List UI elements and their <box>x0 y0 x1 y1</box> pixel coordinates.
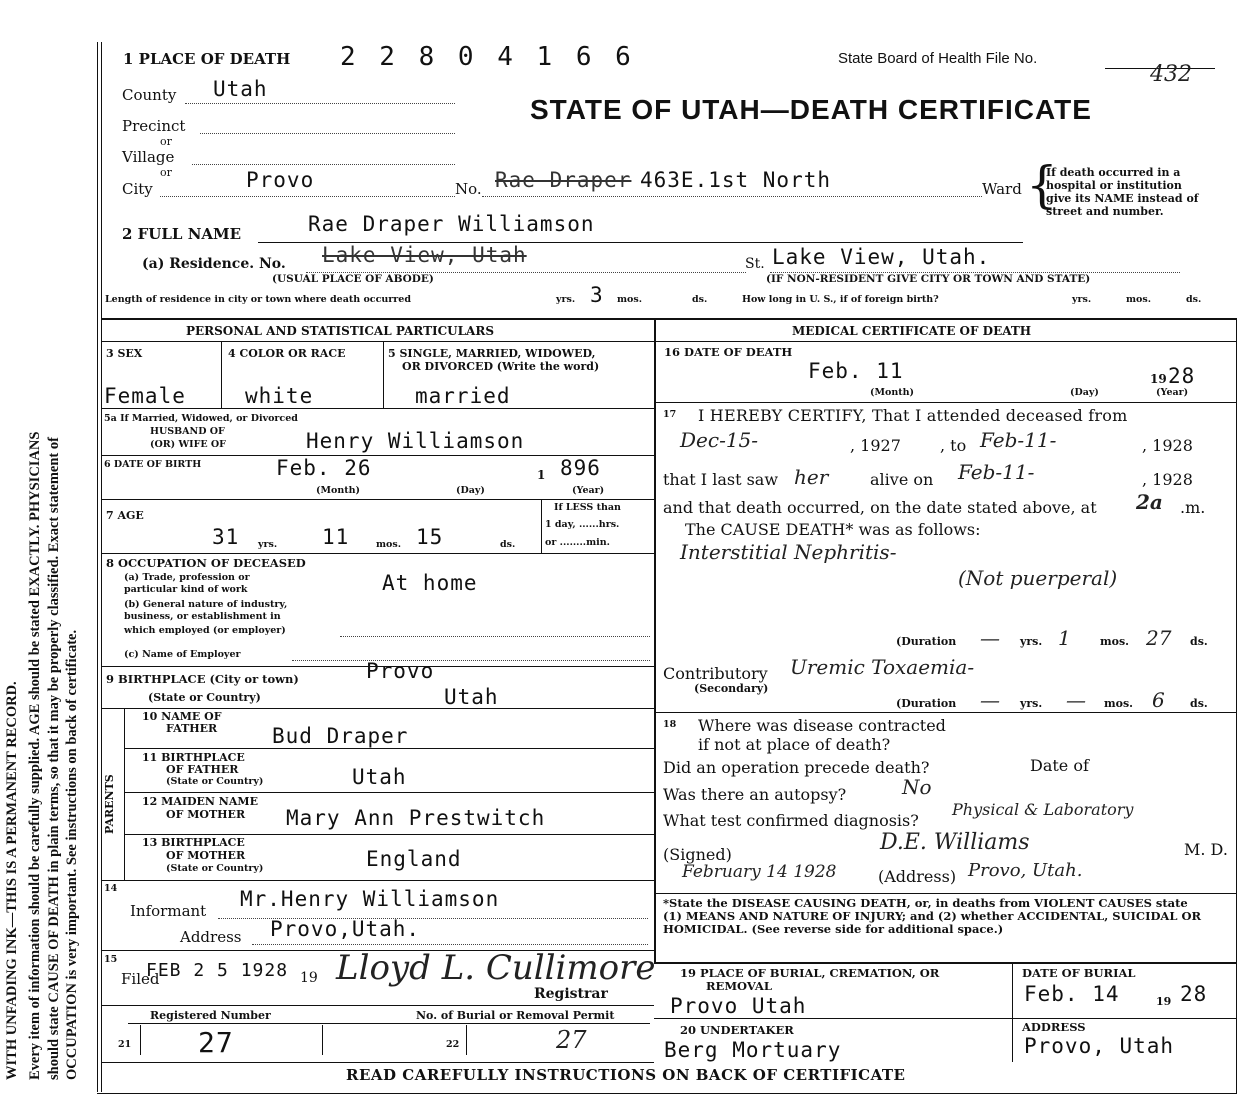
contributory-label: Contributory <box>663 664 768 683</box>
reg-number-value: 27 <box>198 1026 234 1059</box>
sex-label: 3 SEX <box>106 347 143 360</box>
burial-date-label: DATE OF BURIAL <box>1022 966 1136 980</box>
q18-num: 18 <box>663 719 677 730</box>
row-rule-5 <box>101 408 654 409</box>
duration-1-ds: 27 <box>1146 626 1172 650</box>
reg-number-top-rule <box>128 1023 650 1024</box>
occupation-c: (c) Name of Employer <box>124 649 241 660</box>
death-year: 28 <box>1168 364 1196 388</box>
street-no-value: 463E.1st North <box>640 168 832 192</box>
alive-on-value: Feb-11- <box>958 460 1035 484</box>
mother-value: Mary Ann Prestwitch <box>286 806 546 830</box>
footer-instructions: READ CAREFULLY INSTRUCTIONS ON BACK OF CERTIFICATE <box>346 1066 906 1084</box>
side-instruction-line-3: should state CAUSE OF DEATH in plain terms, so that it may be properly classified. Exact statement of <box>46 437 62 1080</box>
row-rule-18 <box>654 893 1237 894</box>
secondary-label: (Secondary) <box>694 682 769 695</box>
registrar-label: Registrar <box>534 986 608 1002</box>
place-of-death-label: 1 PLACE OF DEATH <box>123 50 291 68</box>
father-bp-value: Utah <box>352 765 407 789</box>
residence-strike: Lake View, Utah <box>322 243 527 267</box>
burial-date-value: Feb. 14 <box>1024 982 1120 1006</box>
length-ds-label: ds. <box>692 294 708 305</box>
how-long-label: How long in U. S., if of foreign birth? <box>742 294 939 305</box>
or-label-1: or <box>160 135 172 148</box>
precinct-line <box>200 133 455 134</box>
death-year-prefix: 19 <box>1150 372 1167 386</box>
center-divider <box>654 318 656 962</box>
attended-from: Dec-15- <box>680 428 759 452</box>
street-no-line <box>482 196 982 197</box>
nonresident-note: (IF NON-RESIDENT GIVE CITY OR TOWN AND STATE) <box>766 273 1091 285</box>
dob-month-day: Feb. 26 <box>276 456 372 480</box>
burial-num-box-left <box>466 1025 467 1055</box>
burial-place-value: Provo Utah <box>670 994 807 1018</box>
autopsy-value: No <box>902 775 932 799</box>
occupation-label: 8 OCCUPATION OF DECEASED <box>106 556 306 570</box>
alive-on-label: alive on <box>870 470 934 489</box>
to-year: , 1928 <box>1142 436 1193 455</box>
burial-divider <box>1012 962 1013 1062</box>
duration-1-mos-label: mos. <box>1100 635 1129 648</box>
full-name-value: Rae Draper Williamson <box>308 212 595 236</box>
undertaker-address-label: ADDRESS <box>1022 1020 1086 1034</box>
city-label: City <box>122 180 153 198</box>
physician-address-value: Provo, Utah. <box>968 860 1083 881</box>
residence-label: (a) Residence. No. <box>142 256 286 272</box>
occupation-a-1: (a) Trade, profession or <box>124 572 250 583</box>
certificate-number: 2 2 8 0 4 1 6 6 <box>340 42 635 72</box>
city-value: Provo <box>246 168 315 192</box>
precinct-label: Precinct <box>122 117 186 135</box>
length-yrs-value: 3 <box>590 283 604 307</box>
dob-label: 6 DATE OF BIRTH <box>104 459 202 470</box>
q18-label-1: Where was disease contracted <box>698 716 946 735</box>
registrar-signature: Lloyd L. Cullimore <box>336 948 656 988</box>
row-rule-17 <box>654 712 1237 713</box>
informant-value: Mr.Henry Williamson <box>240 887 500 911</box>
occupation-b-line <box>340 636 650 637</box>
mother-label-2: OF MOTHER <box>166 808 246 821</box>
mother-label-1: 12 MAIDEN NAME <box>142 795 258 808</box>
age-less-divider <box>541 499 542 553</box>
age-months: 11 <box>322 525 350 549</box>
operation-label: Did an operation precede death? <box>663 758 930 777</box>
filed-label: Filed <box>121 970 160 988</box>
death-month-day: Feb. 11 <box>808 359 904 383</box>
street-no-label: No. <box>455 180 482 198</box>
death-date-label: 16 DATE OF DEATH <box>664 345 793 359</box>
to-label: , to <box>940 436 967 455</box>
ward-label: Ward <box>982 180 1022 198</box>
sex-value: Female <box>104 384 186 408</box>
row-rule-16 <box>654 402 1237 403</box>
birthplace-city: Provo <box>366 659 435 683</box>
birthplace-state-caption: (State or Country) <box>148 691 261 704</box>
mother-bp-1: 13 BIRTHPLACE <box>142 836 245 849</box>
full-name-label: 2 FULL NAME <box>122 225 242 243</box>
age-label: 7 AGE <box>106 509 144 522</box>
row-rule-21 <box>101 1062 654 1063</box>
undertaker-value: Berg Mortuary <box>664 1038 842 1062</box>
undertaker-address-value: Provo, Utah <box>1024 1034 1175 1058</box>
how-long-ds-label: ds. <box>1186 294 1202 305</box>
mother-bp-3: (State or Country) <box>166 863 264 874</box>
duration-2-label: (Duration <box>896 697 957 710</box>
last-saw-label: that I last saw <box>663 470 779 489</box>
death-month-caption: (Month) <box>870 387 915 398</box>
father-label-1: 10 NAME OF <box>142 710 222 723</box>
frame-left-border-inner <box>101 42 102 1092</box>
frame-right-border <box>1236 320 1237 1093</box>
occupation-b-2: business, or establishment in <box>124 611 281 622</box>
birthplace-state: Utah <box>444 685 499 709</box>
cause-label: The CAUSE DEATH* was as follows: <box>685 520 981 539</box>
parents-side-label: PARENTS <box>103 774 116 834</box>
physician-address-label: (Address) <box>878 867 957 886</box>
county-value: Utah <box>213 77 268 101</box>
burial-permit-value: 27 <box>556 1026 587 1054</box>
death-occurred-label: and that death occurred, on the date stated above, at <box>663 498 1097 517</box>
informant-address-line <box>252 944 648 945</box>
occupation-a-2: particular kind of work <box>124 584 248 595</box>
dob-day-caption: (Day) <box>456 485 485 496</box>
county-label: County <box>122 86 177 104</box>
from-year: , 1927 <box>850 436 901 455</box>
row-rule-6 <box>101 499 654 500</box>
age-ds-label: ds. <box>500 539 516 550</box>
md-label: M. D. <box>1184 840 1228 859</box>
row-rule-11 <box>124 792 654 793</box>
father-bp-1: 11 BIRTHPLACE <box>142 751 245 764</box>
father-label-2: FATHER <box>166 722 218 735</box>
or-label-2: or <box>160 166 172 179</box>
row-rule-13 <box>101 880 654 881</box>
filed-num: 15 <box>104 954 118 965</box>
medical-section-title: MEDICAL CERTIFICATE OF DEATH <box>792 324 1032 338</box>
age-days: 15 <box>416 525 444 549</box>
length-mos-label: mos. <box>617 294 643 305</box>
date-of-label: Date of <box>1030 756 1089 775</box>
county-line <box>185 103 455 104</box>
duration-1-ds-label: ds. <box>1190 635 1208 648</box>
informant-address-label: Address <box>180 928 242 946</box>
dob-year-caption: (Year) <box>572 485 605 496</box>
marital-value: married <box>415 384 511 408</box>
brace-icon: { <box>1026 156 1058 214</box>
duration-1-mos: 1 <box>1058 626 1071 650</box>
side-instruction-line-4: OCCUPATION is very important. See instructions on back of certificate. <box>64 629 80 1080</box>
usual-place-label: (USUAL PLACE OF ABODE) <box>272 273 434 285</box>
m-label: .m. <box>1180 498 1206 517</box>
death-time: 2a <box>1136 490 1163 514</box>
hospital-note: If death occurred in a hospital or institution give its NAME instead of street and number. <box>1046 166 1199 218</box>
row-rule-9 <box>101 708 654 709</box>
signed-label: (Signed) <box>663 845 732 864</box>
occupation-b-3: which employed (or employer) <box>124 625 286 636</box>
spouse-value: Henry Williamson <box>306 429 525 453</box>
length-residence-label: Length of residence in city or town where death occurred <box>105 294 411 305</box>
informant-address-value: Provo,Utah. <box>270 917 421 941</box>
last-saw-value: her <box>794 465 829 489</box>
mother-bp-value: England <box>366 847 462 871</box>
reg-number-label: Registered Number <box>150 1009 271 1022</box>
occupation-value: At home <box>382 571 478 595</box>
spouse-label-3: (OR) WIFE OF <box>150 439 226 450</box>
certify-num: 17 <box>663 409 677 420</box>
spouse-label-1: 5a If Married, Widowed, or Divorced <box>104 413 298 424</box>
state-disease-note: *State the DISEASE CAUSING DEATH, or, in deaths from VIOLENT CAUSES state (1) MEANS AND NATURE OF INJURY; and (2) whether ACCIDENTAL, SUICIDAL OR HOMICIDAL. (See reverse side for additional space.) <box>663 896 1202 936</box>
duration-1-yrs: — <box>980 626 1000 650</box>
certificate-title: STATE OF UTAH—DEATH CERTIFICATE <box>530 94 1092 125</box>
section-title-rule <box>101 341 1237 342</box>
signed-value: D.E. Williams <box>880 830 1030 855</box>
how-long-mos-label: mos. <box>1126 294 1152 305</box>
file-no-value: 432 <box>1150 62 1192 87</box>
sex-color-divider <box>221 341 222 408</box>
row-rule-15 <box>101 1005 654 1006</box>
frame-left-border <box>97 42 98 1092</box>
dob-year: 896 <box>560 456 601 480</box>
attended-to: Feb-11- <box>980 428 1057 452</box>
occupation-c-line <box>292 660 650 661</box>
filed-date: FEB 2 5 1928 <box>146 960 289 981</box>
spouse-label-2: HUSBAND OF <box>150 426 225 437</box>
informant-num: 14 <box>104 883 118 894</box>
cause-value: Interstitial Nephritis- <box>680 540 897 564</box>
duration-1-yrs-label: yrs. <box>1020 635 1043 648</box>
duration-2-yrs: — <box>980 688 1000 712</box>
dob-year-prefix: 1 <box>537 468 546 482</box>
length-yrs-label: yrs. <box>556 294 576 305</box>
filed-19: 19 <box>300 970 318 986</box>
mother-bp-2: OF MOTHER <box>166 849 246 862</box>
age-yrs-label: yrs. <box>258 539 278 550</box>
autopsy-label: Was there an autopsy? <box>663 785 847 804</box>
informant-label: Informant <box>130 902 207 920</box>
alive-year: , 1928 <box>1142 470 1193 489</box>
duration-2-ds-label: ds. <box>1190 697 1208 710</box>
row-rule-10 <box>124 748 654 749</box>
contributory-value: Uremic Toxaemia- <box>790 655 975 679</box>
duration-2-mos: — <box>1066 688 1086 712</box>
reg-num-prefix: 21 <box>118 1039 132 1050</box>
side-instruction-line-2: Every item of information should be carefully supplied. AGE should be stated EXACTLY. PHYSICIANS <box>27 431 43 1080</box>
row-rule-19 <box>654 1018 1237 1019</box>
residence-value: Lake View, Utah. <box>772 245 991 269</box>
city-line <box>160 196 455 197</box>
burial-num-prefix: 22 <box>446 1039 460 1050</box>
undertaker-label: 20 UNDERTAKER <box>680 1023 794 1037</box>
q18-label-2: if not at place of death? <box>698 735 891 754</box>
burial-year: 28 <box>1180 982 1208 1006</box>
certify-text: I HEREBY CERTIFY, That I attended deceased from <box>698 406 1128 425</box>
test-value: Physical & Laboratory <box>952 800 1134 819</box>
reg-num-box-left <box>140 1025 141 1055</box>
test-label: What test confirmed diagnosis? <box>663 811 919 830</box>
row-rule-12 <box>124 834 654 835</box>
row-rule-7 <box>101 553 654 554</box>
duration-1-label: (Duration <box>896 635 957 648</box>
if-less-line-2: 1 day, ......hrs. <box>545 519 620 530</box>
file-no-label: State Board of Health File No. <box>838 50 1038 67</box>
frame-bottom-border <box>97 1093 1237 1094</box>
color-marital-divider <box>383 341 384 408</box>
age-years: 31 <box>212 525 240 549</box>
burial-year-prefix: 19 <box>1156 995 1172 1008</box>
cause-note: (Not puerperal) <box>958 566 1118 590</box>
color-label: 4 COLOR OR RACE <box>228 347 346 360</box>
if-less-line-1: If LESS than <box>554 502 621 513</box>
village-label: Village <box>122 148 175 166</box>
reg-num-box-right <box>322 1025 323 1055</box>
sign-date: February 14 1928 <box>682 862 837 882</box>
st-label: St. <box>745 256 765 272</box>
father-bp-2: OF FATHER <box>166 763 239 776</box>
birthplace-label: 9 BIRTHPLACE (City or town) <box>106 672 299 686</box>
father-bp-3: (State or Country) <box>166 776 264 787</box>
age-mos-label: mos. <box>376 539 402 550</box>
marital-label-2: OR DIVORCED (Write the word) <box>402 360 600 373</box>
personal-section-title: PERSONAL AND STATISTICAL PARTICULARS <box>186 324 495 338</box>
row-rule-note <box>654 962 1237 964</box>
section-top-rule <box>101 318 1237 320</box>
if-less-line-3: or ........min. <box>545 537 610 548</box>
side-instruction-line-1: WITH UNFADING INK—THIS IS A PERMANENT RECORD. <box>4 681 20 1080</box>
burial-permit-label: No. of Burial or Removal Permit <box>416 1009 615 1022</box>
parents-divider <box>124 708 125 881</box>
duration-2-mos-label: mos. <box>1104 697 1133 710</box>
occupation-b-1: (b) General nature of industry, <box>124 599 288 610</box>
dob-month-caption: (Month) <box>316 485 361 496</box>
village-line <box>192 164 455 165</box>
how-long-yrs-label: yrs. <box>1072 294 1092 305</box>
father-value: Bud Draper <box>272 724 409 748</box>
death-day-caption: (Day) <box>1070 387 1099 398</box>
burial-place-label-1: 19 PLACE OF BURIAL, CREMATION, OR <box>680 966 940 980</box>
marital-label-1: 5 SINGLE, MARRIED, WIDOWED, <box>388 347 596 360</box>
street-no-strike: Rae Draper <box>495 168 632 192</box>
death-year-caption: (Year) <box>1156 387 1189 398</box>
duration-2-ds: 6 <box>1152 688 1165 712</box>
color-value: white <box>245 384 314 408</box>
duration-2-yrs-label: yrs. <box>1020 697 1043 710</box>
burial-place-label-2: REMOVAL <box>706 979 772 993</box>
